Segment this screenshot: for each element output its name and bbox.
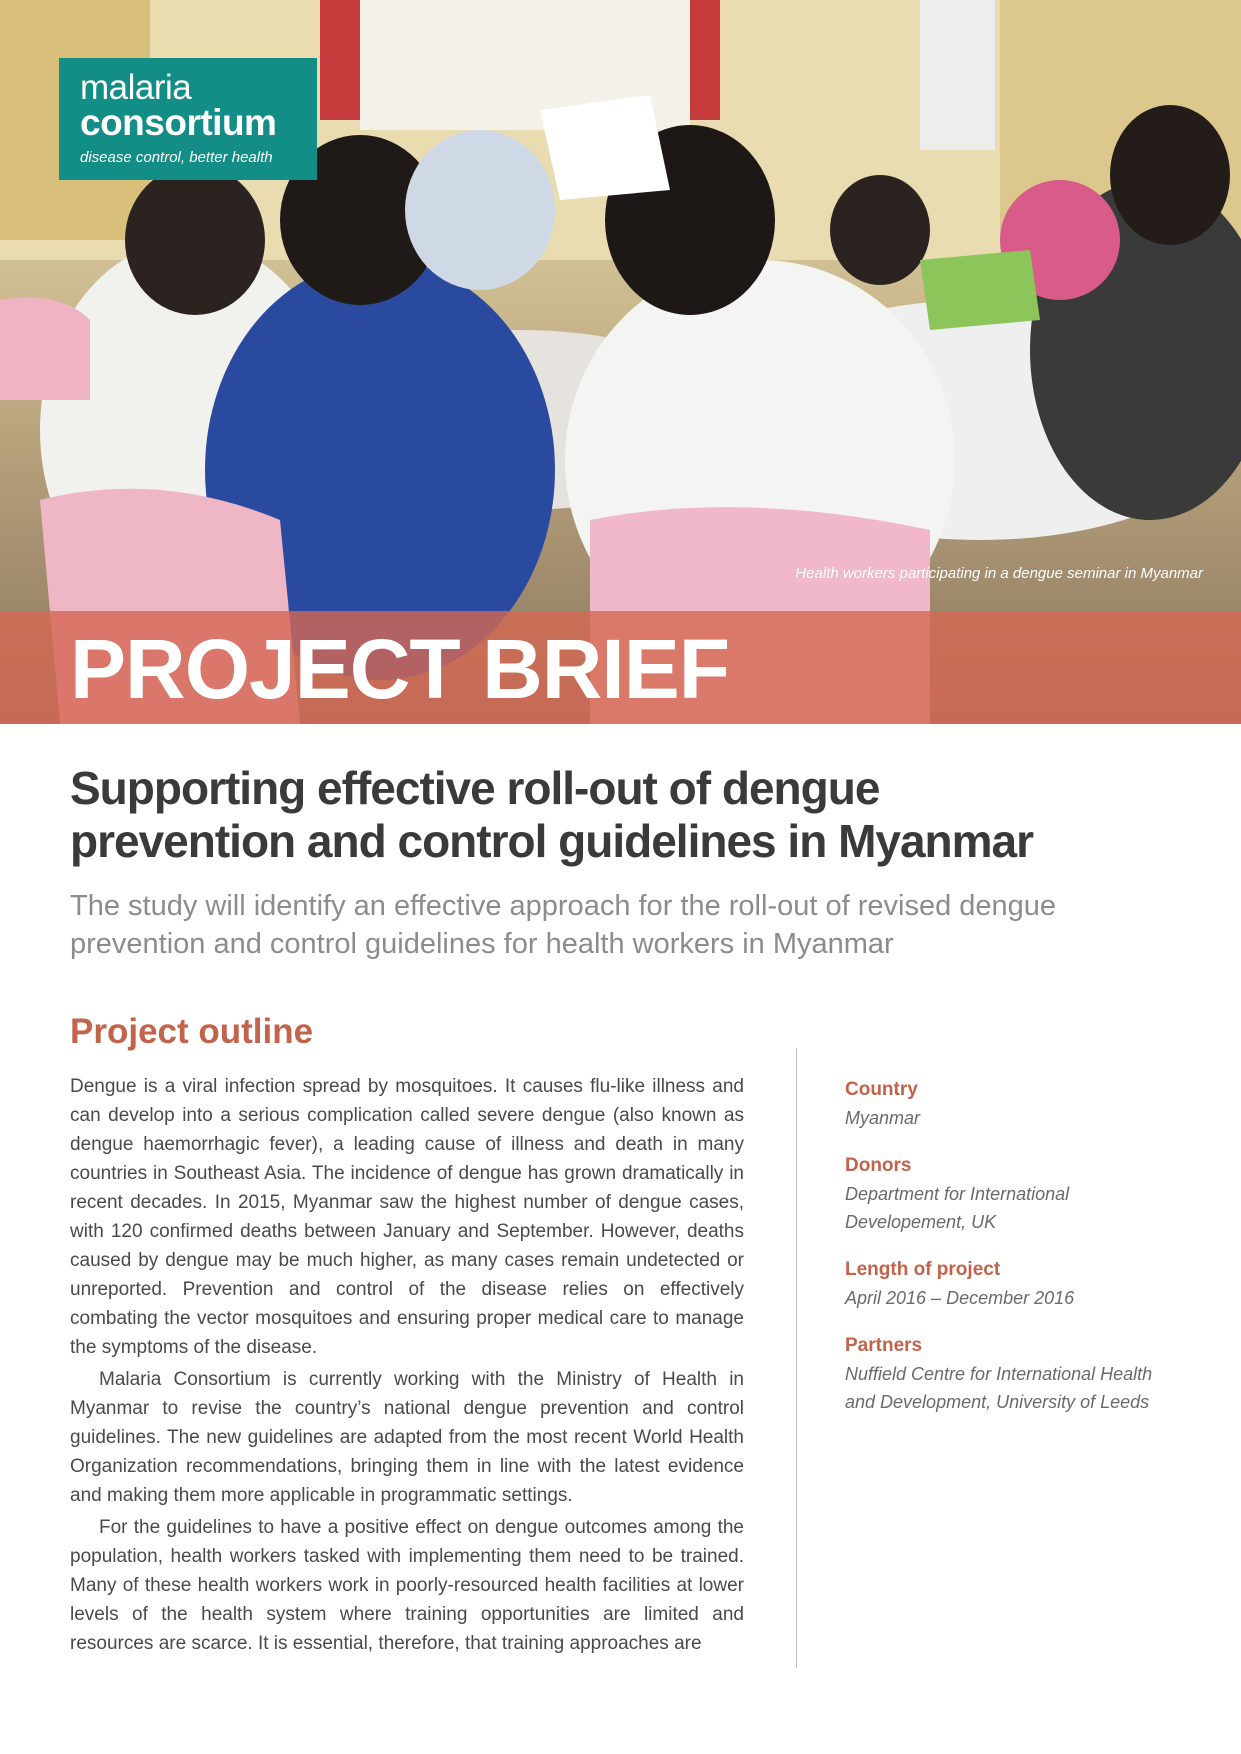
info-item-country bbox=[845, 1076, 1185, 1132]
logo-tagline: disease control, better health bbox=[80, 149, 273, 166]
project-brief-banner bbox=[0, 611, 1241, 724]
hero-photo bbox=[0, 0, 1241, 724]
outline-paragraph-3: For the guidelines to have a positive effect on dengue outcomes among the population, health workers tasked with implementing them need to be trained. Many of these health workers work in poorly-resourced health facilities at lower levels of the health system where training opportunities are limited and resources are scarce. It is essential, therefore, that training approaches are bbox=[70, 1517, 744, 1654]
logo-line-1: malaria bbox=[80, 68, 192, 107]
logo-line-2: consortium bbox=[80, 102, 277, 143]
document-subtitle: The study will identify an effective approach for the roll-out of revised dengue prevention and control guidelines for health workers in Myanmar bbox=[70, 890, 1057, 960]
malaria-consortium-logo bbox=[59, 58, 317, 180]
info-label: Length of project bbox=[845, 1259, 1001, 1280]
outline-paragraph-1: Dengue is a viral infection spread by mosquitoes. It causes flu-like illness and can develop into a serious complication called severe dengue (also known as dengue haemorrhagic fever), a leading cause of illness and death in many countries in Southeast Asia. The incidence of dengue has grown dramatically in recent decades. In 2015, Myanmar saw the highest number of dengue cases, with 120 confirmed deaths between January and September. However, deaths caused by dengue may be much higher, as many cases remain undetected or unreported. Prevention and control of the disease relies on effectively combating the vector mosquitoes and ensuring proper medical care to manage the symptoms of the disease. bbox=[70, 1076, 744, 1358]
info-item-donors bbox=[845, 1152, 1185, 1236]
info-value: Department for International Developement, UK bbox=[845, 1184, 1070, 1232]
info-item-length bbox=[845, 1256, 1185, 1312]
column-divider bbox=[796, 1048, 797, 1668]
info-label: Donors bbox=[845, 1155, 912, 1176]
banner-title: PROJECT BRIEF bbox=[70, 622, 730, 716]
info-item-partners bbox=[845, 1332, 1185, 1416]
info-label: Partners bbox=[845, 1335, 923, 1356]
project-outline-body bbox=[70, 1072, 744, 1661]
photo-caption: Health workers participating in a dengue seminar in Myanmar bbox=[795, 565, 1203, 582]
info-label: Country bbox=[845, 1079, 918, 1100]
document-headline: Supporting effective roll-out of dengue prevention and control guidelines in Myanmar bbox=[70, 762, 1034, 867]
outline-paragraph-2: Malaria Consortium is currently working with the Ministry of Health in Myanmar to revise the country’s national dengue prevention and control guidelines. The new guidelines are adapted from the most recent World Health Organization recommendations, bringing them in line with the latest evidence and making them more applicable in programmatic settings. bbox=[70, 1369, 744, 1506]
info-value: Myanmar bbox=[845, 1108, 921, 1128]
info-value: Nuffield Centre for International Health and Development, University of Leeds bbox=[845, 1364, 1153, 1412]
info-value: April 2016 – December 2016 bbox=[845, 1288, 1075, 1308]
section-title-project-outline: Project outline bbox=[70, 1012, 314, 1051]
project-info-sidebar bbox=[845, 1076, 1185, 1436]
